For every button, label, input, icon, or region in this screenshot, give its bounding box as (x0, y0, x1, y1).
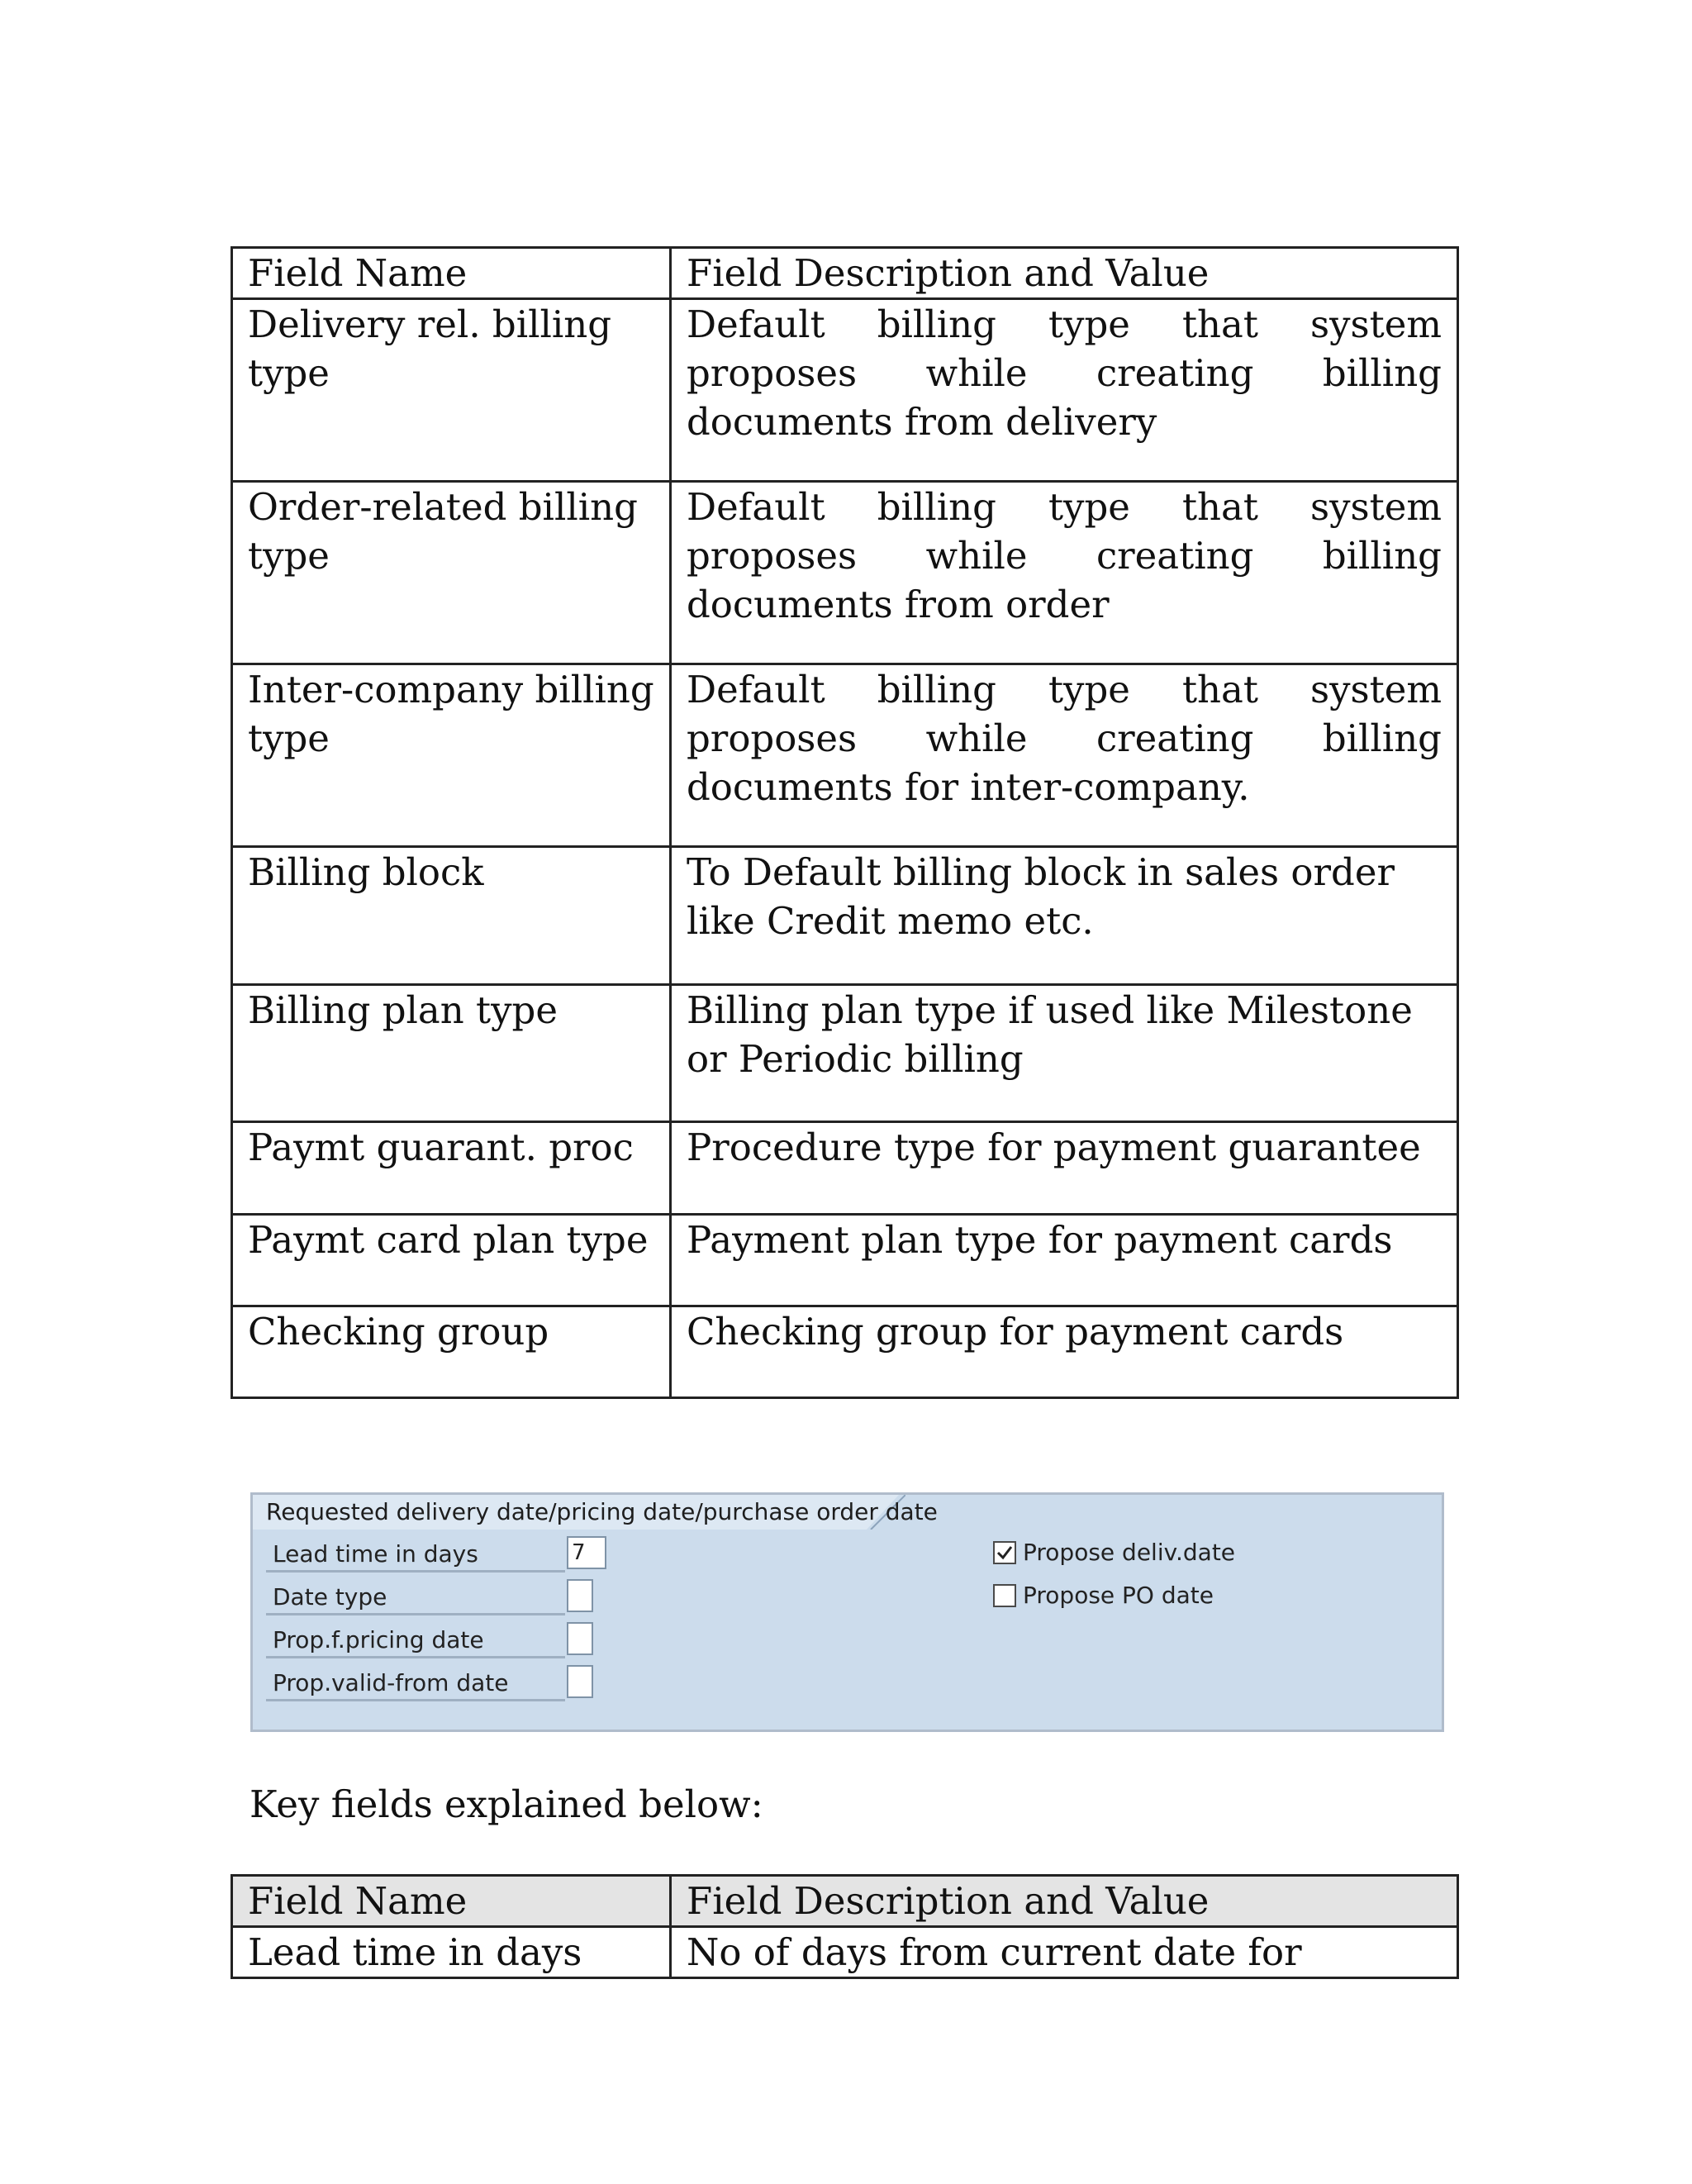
pricing-date-input[interactable] (567, 1622, 593, 1655)
field-name-cell: Paymt guarant. proc (232, 1122, 671, 1215)
propose-deliv-date-checkbox[interactable] (993, 1541, 1016, 1564)
field-name-cell: Order-related billing type (232, 482, 671, 664)
lead-time-input[interactable]: 7 (567, 1536, 606, 1569)
propose-deliv-date-label: Propose deliv.date (1023, 1539, 1236, 1566)
table-row (232, 1122, 1458, 1215)
propose-po-date-checkbox[interactable] (993, 1584, 1016, 1607)
date-type-row (266, 1579, 613, 1617)
panel-title: Requested delivery date/pricing date/purchase order date (266, 1498, 938, 1525)
table-row (232, 664, 1458, 847)
field-name-cell: Paymt card plan type (232, 1215, 671, 1306)
valid-from-date-input[interactable] (567, 1665, 593, 1698)
table-row (232, 482, 1458, 664)
table-header-row (232, 248, 1458, 299)
field-name-cell: Delivery rel. billing type (232, 299, 671, 482)
header-field-name: Field Name (232, 1876, 671, 1927)
pricing-date-row (266, 1622, 613, 1660)
field-name-cell: Billing plan type (232, 985, 671, 1122)
field-description-cell: To Default billing block in sales order like Credit memo etc. (671, 847, 1458, 985)
header-field-description: Field Description and Value (671, 1876, 1458, 1927)
table-header-row (232, 1876, 1458, 1927)
table-row (232, 299, 1458, 482)
field-description-cell: No of days from current date for (671, 1927, 1458, 1978)
field-name-cell: Inter-company billing type (232, 664, 671, 847)
field-description-cell: Default billing type that system proposes while creating billing documents from order (671, 482, 1458, 664)
table-row (232, 1215, 1458, 1306)
key-fields-table (231, 1874, 1459, 1979)
table-row (232, 1927, 1458, 1978)
sap-requested-delivery-date-panel (250, 1492, 1444, 1732)
field-name-cell: Lead time in days (232, 1927, 671, 1978)
header-field-description: Field Description and Value (671, 248, 1458, 299)
date-type-label: Date type (266, 1579, 565, 1615)
table-row (232, 985, 1458, 1122)
table-row (232, 1306, 1458, 1398)
field-description-cell: Payment plan type for payment cards (671, 1215, 1458, 1306)
propose-po-date-label: Propose PO date (1023, 1582, 1214, 1609)
checkmark-icon (995, 1543, 1015, 1563)
field-description-cell: Default billing type that system proposes while creating billing documents for inter-company. (671, 664, 1458, 847)
field-description-cell: Default billing type that system proposes while creating billing documents from delivery (671, 299, 1458, 482)
field-description-cell: Procedure type for payment guarantee (671, 1122, 1458, 1215)
lead-time-row (266, 1536, 613, 1574)
key-fields-intro: Key fields explained below: (250, 1782, 763, 1826)
table-row (232, 847, 1458, 985)
field-name-cell: Billing block (232, 847, 671, 985)
header-field-name: Field Name (232, 248, 671, 299)
pricing-date-label: Prop.f.pricing date (266, 1622, 565, 1658)
date-type-input[interactable] (567, 1579, 593, 1612)
valid-from-date-label: Prop.valid-from date (266, 1665, 565, 1701)
field-description-cell: Checking group for payment cards (671, 1306, 1458, 1398)
valid-from-date-row (266, 1665, 613, 1703)
field-description-cell: Billing plan type if used like Milestone or Periodic billing (671, 985, 1458, 1122)
billing-fields-table (231, 246, 1459, 1399)
lead-time-label: Lead time in days (266, 1536, 565, 1573)
field-name-cell: Checking group (232, 1306, 671, 1398)
